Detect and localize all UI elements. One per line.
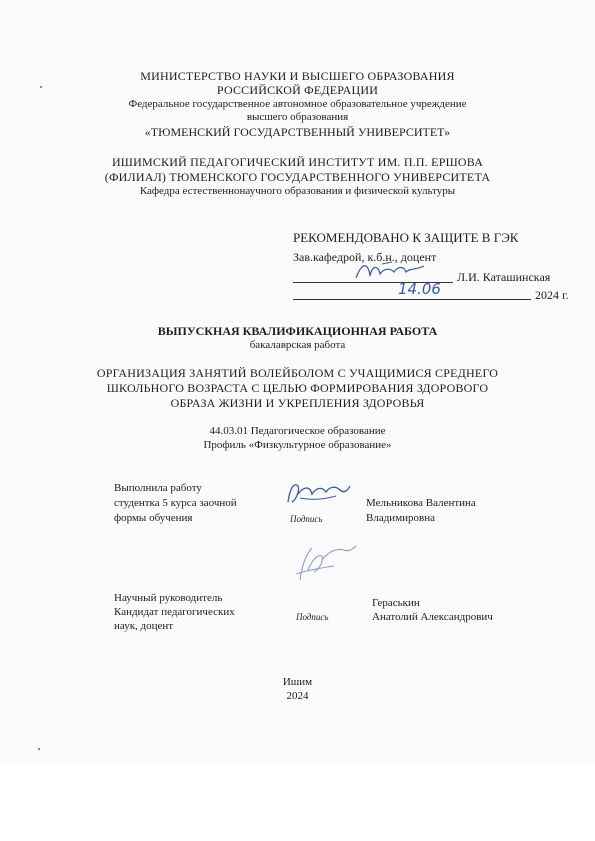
supervisor-label-3: наук, доцент <box>114 620 174 632</box>
student-signature-caption: Подпись <box>290 514 323 524</box>
work-title-line-3: ОБРАЗА ЖИЗНИ И УКРЕПЛЕНИЯ ЗДОРОВЬЯ <box>170 396 425 410</box>
ministry-line-1: МИНИСТЕРСТВО НАУКИ И ВЫСШЕГО ОБРАЗОВАНИЯ <box>140 69 455 83</box>
scan-speck <box>38 748 40 750</box>
supervisor-label-1: Научный руководитель <box>114 592 223 604</box>
federal-line-1: Федеральное государственное автономное образовательное учреждение <box>128 98 467 110</box>
approval-title: РЕКОМЕНДОВАНО К ЗАЩИТЕ В ГЭК <box>293 230 519 245</box>
supervisor-name-2: Анатолий Александрович <box>372 611 493 623</box>
supervisor-signature-caption: Подпись <box>296 612 329 622</box>
approval-handwritten-date: 14.06 <box>398 280 441 298</box>
student-name-2: Владимировна <box>366 512 436 524</box>
supervisor-name-1: Гераськин <box>372 597 420 609</box>
student-label-1: Выполнила работу <box>114 482 202 494</box>
program-profile: Профиль «Физкультурное образование» <box>203 439 392 451</box>
footer-year: 2024 <box>286 690 309 702</box>
program-code: 44.03.01 Педагогическое образование <box>209 425 386 437</box>
footer-city: Ишим <box>282 676 313 688</box>
work-type: ВЫПУСКНАЯ КВАЛИФИКАЦИОННАЯ РАБОТА <box>157 324 438 338</box>
work-level: бакалаврская работа <box>249 339 346 351</box>
federal-line-2: высшего образования <box>246 111 349 123</box>
approval-date-line <box>293 299 531 300</box>
institute-line-2: (ФИЛИАЛ) ТЮМЕНСКОГО ГОСУДАРСТВЕННОГО УНИВЕРСИТЕТА <box>104 170 491 184</box>
institute-line-1: ИШИМСКИЙ ПЕДАГОГИЧЕСКИЙ ИНСТИТУТ ИМ. П.П. ЕРШОВА <box>111 155 484 169</box>
student-label-3: формы обучения <box>114 512 193 524</box>
student-name-1: Мельникова Валентина <box>366 497 476 509</box>
student-label-2: студентка 5 курса заочной <box>114 497 237 509</box>
supervisor-label-2: Кандидат педагогических <box>114 606 235 618</box>
student-signature-icon <box>282 476 352 510</box>
approval-position: Зав.кафедрой, к.б.н., доцент <box>293 250 437 264</box>
supervisor-signature-icon <box>288 540 358 586</box>
work-title-line-1: ОРГАНИЗАЦИЯ ЗАНЯТИЙ ВОЛЕЙБОЛОМ С УЧАЩИМИСЯ СРЕДНЕГО <box>96 366 499 380</box>
approval-name: Л.И. Каташинская <box>457 270 551 284</box>
university-name: «ТЮМЕНСКИЙ ГОСУДАРСТВЕННЫЙ УНИВЕРСИТЕТ» <box>144 125 451 139</box>
department-name: Кафедра естественнонаучного образования и физической культуры <box>139 185 456 197</box>
approval-year: 2024 г. <box>535 288 569 302</box>
blank-margin <box>0 762 595 841</box>
work-title-line-2: ШКОЛЬНОГО ВОЗРАСТА С ЦЕЛЬЮ ФОРМИРОВАНИЯ ЗДОРОВОГО <box>106 381 489 395</box>
scan-speck <box>40 86 42 88</box>
ministry-line-2: РОССИЙСКОЙ ФЕДЕРАЦИИ <box>216 83 379 97</box>
